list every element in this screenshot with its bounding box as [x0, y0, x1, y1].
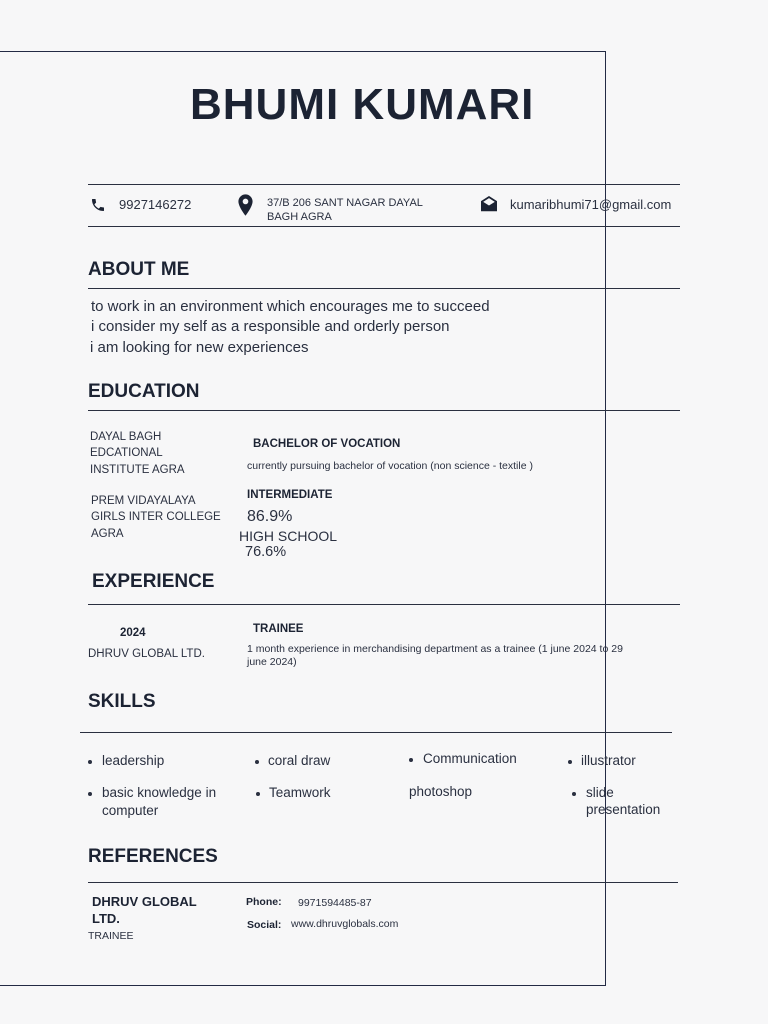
contact-phone: 9927146272 [119, 197, 192, 212]
about-line-3: i am looking for new experiences [90, 339, 309, 356]
edu2-score: 86.9% [247, 508, 293, 525]
experience-detail-line1: 1 month experience in merchandising department as a trainee (1 june 2024 to 29 [247, 643, 623, 655]
education-title: EDUCATION [88, 381, 200, 402]
edu1-institute-line3: INSTITUTE AGRA [90, 464, 185, 476]
experience-detail-line2: june 2024) [247, 656, 297, 668]
location-pin-icon [237, 194, 254, 216]
skill-item-leadership: leadership [102, 753, 165, 768]
resume-name: BHUMI KUMARI [190, 80, 535, 129]
edu2-degree: INTERMEDIATE [247, 489, 333, 501]
about-line-2: i consider my self as a responsible and orderly person [91, 318, 450, 335]
contact-top-rule [88, 184, 680, 185]
edu2-institute-line3: AGRA [91, 528, 124, 540]
reference-social-label: Social: [247, 919, 282, 931]
envelope-icon [480, 196, 498, 212]
reference-social[interactable]: www.dhruvglobals.com [291, 918, 399, 930]
skill-item-coral-draw: coral draw [268, 753, 331, 768]
edu1-institute-line1: DAYAL BAGH [90, 431, 162, 443]
about-title: ABOUT ME [88, 259, 190, 280]
edu1-institute-line2: EDCATIONAL [90, 447, 163, 459]
edu2-degree2: HIGH SCHOOL [239, 528, 338, 544]
education-rule [88, 410, 680, 411]
references-rule [88, 882, 678, 883]
skill-item-basic-knowledge-line1: basic knowledge in [102, 785, 217, 800]
skill-bullet [88, 792, 92, 796]
edu1-degree: BACHELOR OF VOCATION [253, 438, 401, 450]
reference-phone-label: Phone: [246, 896, 282, 908]
contact-bottom-rule [88, 226, 680, 227]
skill-item-slide-line2: presentation [586, 802, 661, 817]
references-title: REFERENCES [88, 846, 218, 867]
edu2-institute-line1: PREM VIDAYALAYA [91, 495, 196, 507]
skill-bullet [409, 758, 413, 762]
contact-address-line1: 37/B 206 SANT NAGAR DAYAL [267, 197, 423, 209]
reference-company-line2: LTD. [92, 911, 120, 926]
about-rule [88, 288, 680, 289]
edu2-score2: 76.6% [245, 544, 287, 560]
skill-bullet [88, 760, 92, 764]
skills-title: SKILLS [88, 691, 156, 712]
experience-year: 2024 [120, 627, 146, 639]
reference-phone: 9971594485-87 [298, 897, 372, 909]
reference-company-line1: DHRUV GLOBAL [92, 894, 197, 909]
skill-item-basic-knowledge-line2: computer [102, 803, 159, 818]
experience-rule [88, 604, 680, 605]
skill-item-photoshop: photoshop [409, 784, 473, 799]
edu2-institute-line2: GIRLS INTER COLLEGE [91, 511, 221, 523]
skill-item-communication: Communication [423, 751, 517, 766]
skill-item-slide-line1: slide [586, 785, 614, 800]
experience-company: DHRUV GLOBAL LTD. [88, 648, 205, 660]
experience-title: EXPERIENCE [92, 571, 215, 592]
skill-bullet [255, 760, 259, 764]
skill-bullet [572, 792, 576, 796]
skill-item-teamwork: Teamwork [269, 785, 331, 800]
skill-bullet [568, 760, 572, 764]
contact-email[interactable]: kumaribhumi71@gmail.com [510, 197, 672, 212]
skill-bullet [256, 792, 260, 796]
reference-role: TRAINEE [88, 930, 134, 942]
experience-role: TRAINEE [253, 623, 304, 635]
skill-item-illustrator: illustrator [581, 753, 636, 768]
contact-address-line2: BAGH AGRA [267, 211, 332, 223]
skills-rule [80, 732, 672, 733]
phone-icon [90, 196, 106, 214]
edu1-detail: currently pursuing bachelor of vocation (non science - textile ) [247, 460, 533, 472]
about-line-1: to work in an environment which encourages me to succeed [91, 298, 490, 315]
